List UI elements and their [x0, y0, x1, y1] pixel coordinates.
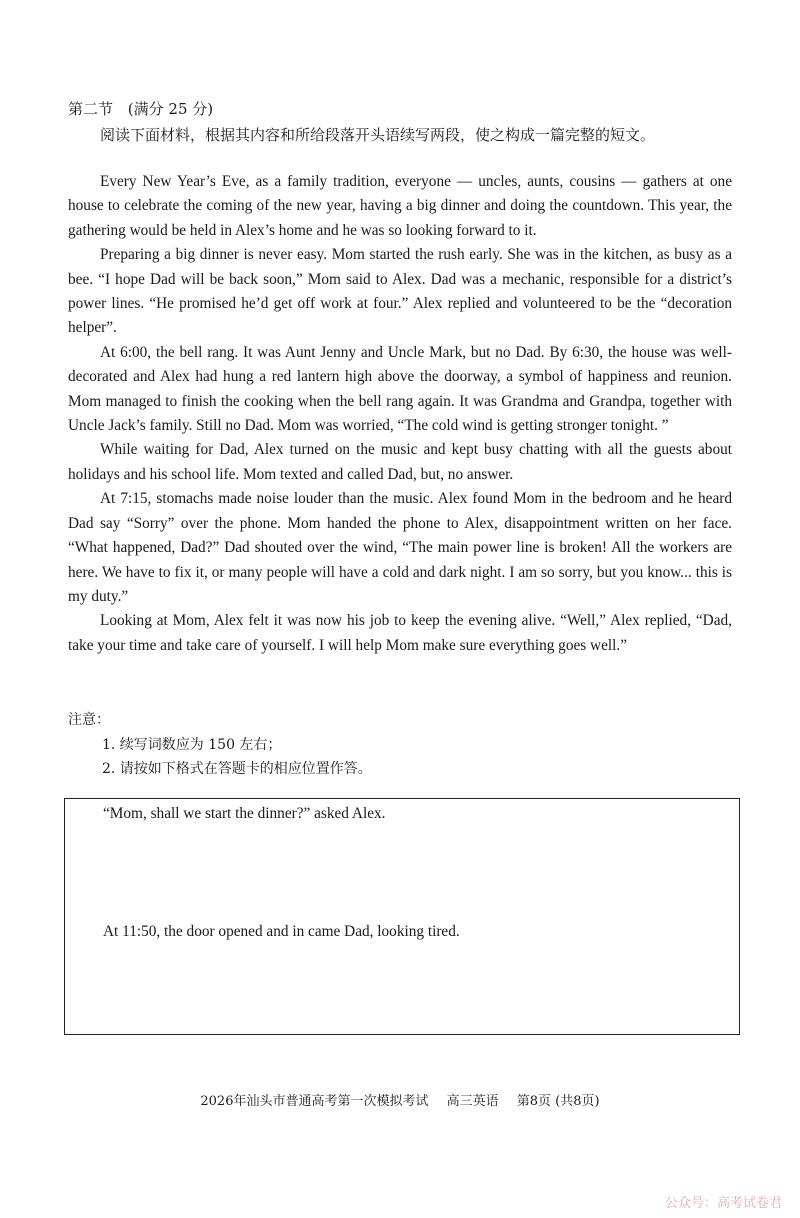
watermark-text: 公众号：高考试卷君 [664, 1196, 782, 1211]
note-item-1: 1. 续写词数应为 150 左右； [102, 737, 282, 753]
notes-list [102, 733, 372, 781]
section-score: (满分 25 分) [127, 100, 214, 118]
passage-paragraph-5: At 7:15, stomachs made noise louder than the music. Alex found Mom in the bedroom and he heard Dad say “Sorry” over the phone. Mom handed the phone to Alex, disappointment written on her face. “What happened, Dad?” Dad shouted over the wind, “The main power line is broken! All the workers are here. We have to fix it, or many people will have a cold and dark night. I am so sorry, but you know... this is my duty.” [68, 490, 732, 605]
note-item-2: 2. 请按如下格式在答题卡的相应位置作答。 [102, 761, 372, 777]
footer-page-number: 第8页 (共8页) [516, 1094, 600, 1109]
paragraph-opener-1: “Mom, shall we start the dinner?” asked Alex. [103, 805, 386, 822]
paragraph-opener-2: At 11:50, the door opened and in came Dad, looking tired. [103, 923, 460, 940]
footer-subject: 高三英语 [446, 1094, 499, 1109]
page-footer [0, 1090, 800, 1109]
notes-title: 注意： [68, 712, 110, 728]
passage-paragraph-2: Preparing a big dinner is never easy. Mom started the rush early. She was in the kitchen, as busy as a bee. “I hope Dad will be back soon,” Mom said to Alex. Dad was a mechanic, responsible for a district’s power lines. “He promised he’d get off work at four.” Alex replied and volunteered to be the “decoration helper”. [68, 246, 732, 337]
section-heading [68, 98, 213, 120]
passage-paragraph-4: While waiting for Dad, Alex turned on the music and kept busy chatting with all the guests about holidays and his school life. Mom texted and called Dad, but, no answer. [68, 441, 732, 483]
passage-paragraph-6: Looking at Mom, Alex felt it was now his job to keep the evening alive. “Well,” Alex replied, “Dad, take your time and take care of yourself. I will help Mom make sure everything goes well.” [68, 612, 732, 654]
task-instruction: 阅读下面材料，根据其内容和所给段落开头语续写两段，使之构成一篇完整的短文。 [100, 126, 656, 144]
reading-passage [68, 170, 732, 658]
passage-paragraph-3: At 6:00, the bell rang. It was Aunt Jenny and Uncle Mark, but no Dad. By 6:30, the house was well-decorated and Alex had hung a red lantern high above the doorway, a symbol of happiness and reunion. Mom managed to finish the cooking when the bell rang again. It was Grandma and Grandpa, together with Uncle Jack’s family. Still no Dad. Mom was worried, “The cold wind is getting stronger tonight. ” [68, 343, 732, 435]
answer-format-box [64, 798, 740, 1035]
section-title: 第二节 [68, 100, 114, 118]
passage-paragraph-1: Every New Year’s Eve, as a family tradition, everyone — uncles, aunts, cousins — gathers at one house to celebrate the coming of the new year, having a big dinner and doing the countdown. This year, the gathering would be held in Alex’s home and he was so looking forward to it. [68, 173, 732, 239]
footer-exam-name: 2026年汕头市普通高考第一次模拟考试 [200, 1094, 429, 1109]
